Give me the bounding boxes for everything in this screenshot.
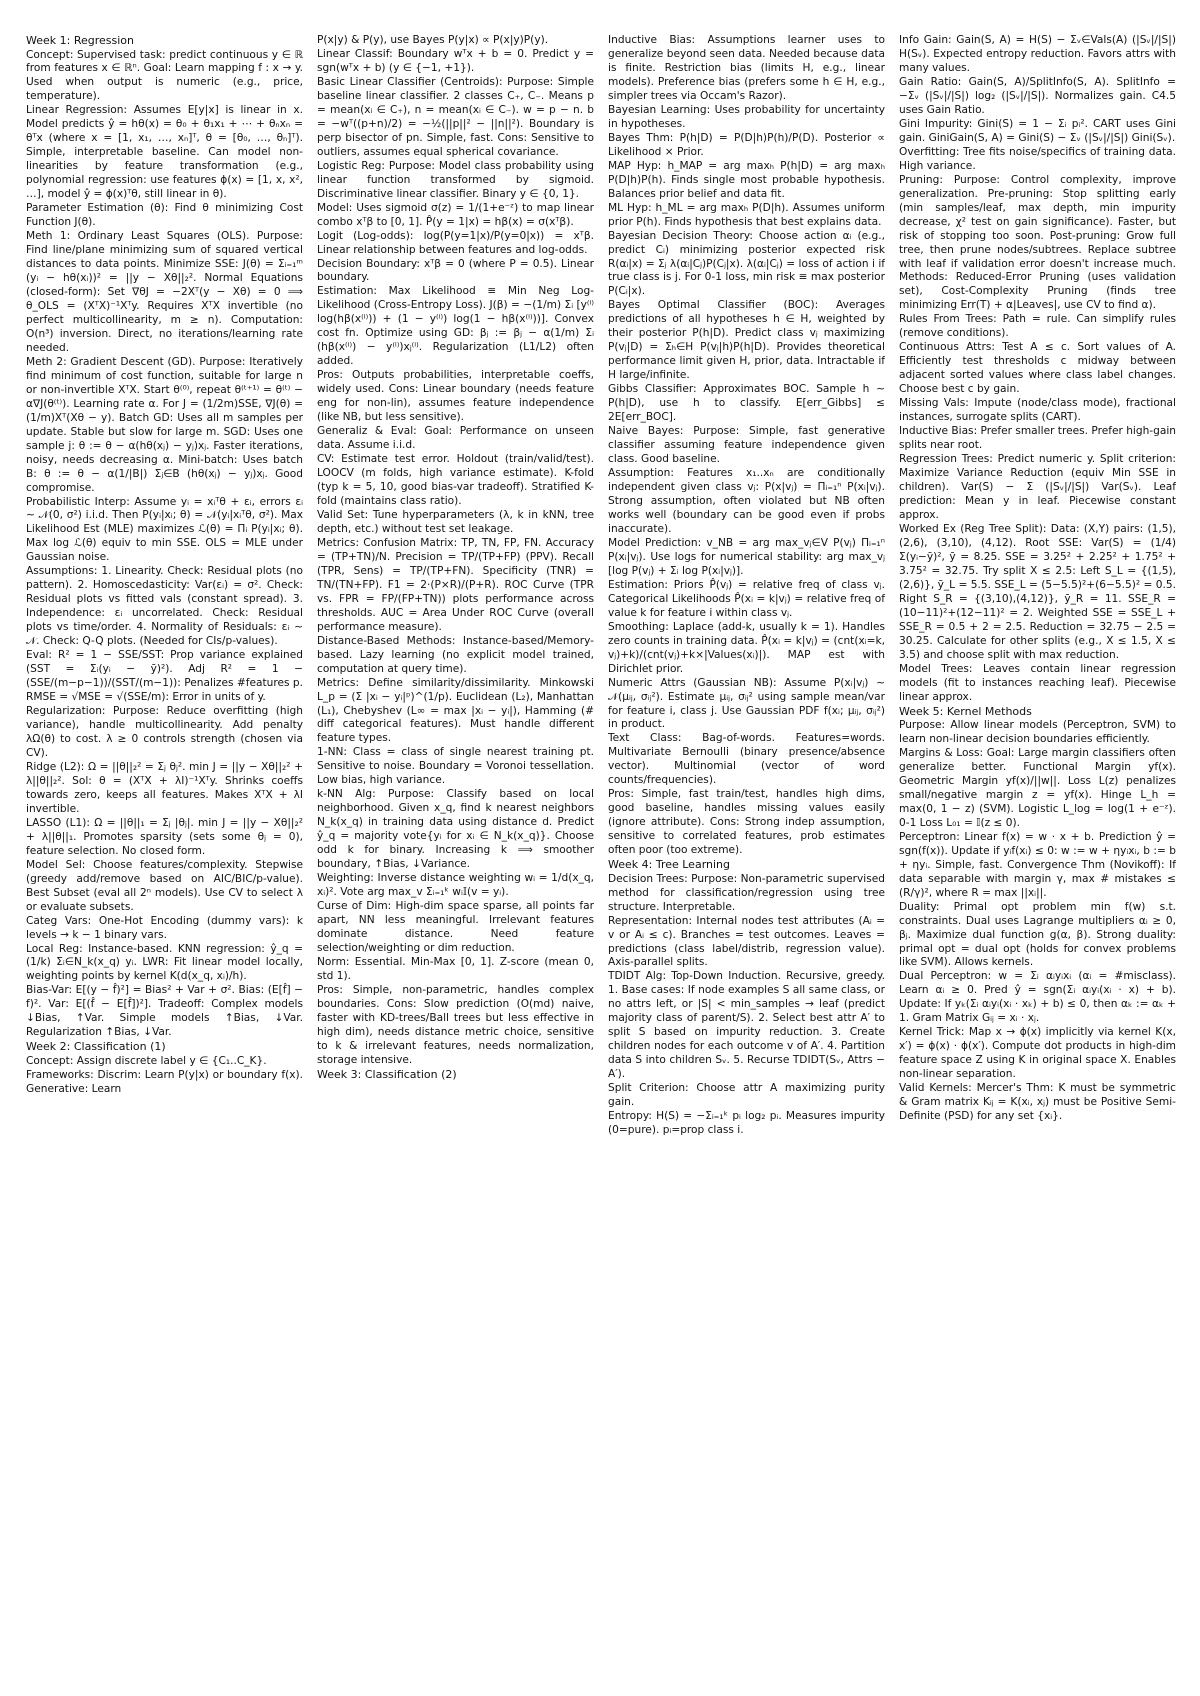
note-body: Gain(S, A) = H(S) − Σᵥ∈Vals(A) (|Sᵥ|/|S|) H(Sᵥ). Expected entropy reduction. Favors attrs with many values. <box>899 34 1176 74</box>
section-heading: Week 3: Classification (2) <box>317 1067 457 1081</box>
note-body: Assume yᵢ = xᵢᵀθ + εᵢ, errors εᵢ ∼ 𝒩(0, σ²) i.i.d. Then P(yᵢ|xᵢ; θ) = 𝒩(yᵢ|xᵢᵀθ, σ²). Max Likelihood Est (MLE) maximizes ℒ(θ) = Πᵢ P(yᵢ|xᵢ; θ). Max log ℒ(θ) equiv to min SSE. OLS = MLE under Gaussian noise. <box>26 495 303 564</box>
note-paragraph <box>899 146 1176 174</box>
note-paragraph <box>899 313 1176 341</box>
note-title: Decision Trees: <box>608 872 688 885</box>
note-paragraph <box>317 746 594 788</box>
note-paragraph <box>26 761 303 817</box>
note-title: Assumptions: <box>26 565 98 578</box>
note-paragraph <box>608 873 885 915</box>
note-paragraph <box>608 579 885 621</box>
note-body: Priors P̂(vⱼ) = relative freq of class vⱼ. Categorical Likelihoods P̂(xᵢ = k|vⱼ) = relative freq of value k for feature i within class vⱼ. <box>608 578 885 619</box>
note-title: k-NN Alg: <box>317 788 376 801</box>
note-body: Internal nodes test attributes (Aᵢ = v or Aᵢ ≤ c). Branches = test outcomes. Leaves = predictions (class label/distrib, regression value). Axis-parallel splits. <box>608 914 885 969</box>
note-body: Tune hyperparameters (λ, k in kNN, tree depth, etc.) without test set leakage. <box>317 508 594 535</box>
note-body: Purpose: Classify based on local neighborhood. Given x_q, find k nearest neighbors N_k(x_q) in training data using distance d. Predict ŷ_q = majority vote{yᵢ for xᵢ ∈ N_k(x_q)}. Choose odd k for binary. Increasing k ⟹ smoother boundary, ↑Bias, ↓Variance. <box>317 788 594 871</box>
note-title: Curse of Dim: <box>317 900 392 913</box>
note-body: Confusion Matrix: TP, TN, FP, FN. Accuracy = (TP+TN)/N. Precision = TP/(TP+FP) (PPV). Recall (TPR, Sens) = TP/(TP+FN). Specificity (TNR) = TN/(TN+FP). F1 = 2·(P×R)/(P+R). ROC Curve (TPR vs. FPR = FP/(FP+TN)) plots performance across thresholds. AUC = Area Under ROC Curve (overall performance measure). <box>317 536 594 633</box>
note-paragraph <box>899 901 1176 971</box>
note-paragraph <box>608 1082 885 1110</box>
note-title: Frameworks: <box>26 1068 94 1081</box>
note-paragraph <box>26 1055 303 1069</box>
note-paragraph <box>317 509 594 537</box>
note-paragraph <box>899 747 1176 831</box>
note-title: Purpose: <box>899 719 946 732</box>
note-body: Linear f(x) = w · x + b. Prediction ŷ = sgn(f(x)). Update if yᵢf(xᵢ) ≤ 0: w := w + ηyᵢxᵢ, b := b + ηyᵢ. Simple, fast. Convergence Thm (Novikoff): If data separable with margin γ, max # mistakes ≤ (R/γ)², where R = max ||xᵢ||. <box>899 830 1176 899</box>
note-paragraph <box>317 202 594 230</box>
note-title: Probabilistic Interp: <box>26 495 130 508</box>
note-paragraph <box>317 76 594 160</box>
note-title: Logistic Reg: <box>317 159 385 172</box>
note-body: Purpose: Control complexity, improve generalization. Pre-pruning: Stop splitting early (min samples/leaf, max depth, min impurity decrease, χ² test on gain significance). Faster, but risk of stopping too soon. Post-pruning: Grow full tree, then prune nodes/subtrees. Replace subtree with leaf if validation error doesn't increase much. Methods: Reduced-Error Pruning (uses validation set), Cost-Complexity Pruning (finds tree minimizing Err(T) + α|Leaves|, use CV to find α). <box>899 173 1176 312</box>
note-paragraph <box>608 425 885 467</box>
note-paragraph <box>317 900 594 956</box>
note-title: Estimation: <box>608 578 668 591</box>
note-body: Goal: Performance on unseen data. Assume i.i.d. <box>317 425 594 452</box>
note-body: log(P(y=1|x)/P(y=0|x)) = xᵀβ. Linear relationship between features and log-odds. <box>317 229 594 256</box>
note-paragraph <box>26 565 303 649</box>
note-body: Data: (X,Y) pairs: (1,5), (2,6), (3,10), (4,12). Root SSE: Var(S) = (1/4) Σ(yᵢ−ȳ)², ȳ = 8.25. SSE = 3.25² + 2.25² + 1.75² + 3.75² = 32.75. Try split X ≤ 2.5: Left S_L = {(1,5),(2,6)}, ȳ_L = 5.5. SSE_L = (5−5.5)²+(6−5.5)² = 0.5. Right S_R = {(3,10),(4,12)}, ȳ_R = 11. SSE_R = (10−11)²+(12−11)² = 2. Weighted SSE = SSE_L + SSE_R = 0.5 + 2 = 2.5. Reduction = 32.75 − 2.5 = 30.25. Calculate for other splits (e.g., X ≤ 1.5, X ≤ 3.5) and choose split with max reduction. <box>899 522 1176 661</box>
note-paragraph <box>317 48 594 76</box>
note-title: Logit (Log-odds): <box>317 229 414 242</box>
note-title: Eval: <box>26 649 52 662</box>
note-body: Top-Down Induction. Recursive, greedy. 1. Base cases: If node examples S all same class, or no attrs left, or |S| < min_samples → leaf (predict majority class of parent/S). 2. Select best attr A′ to split S based on impurity reduction. 3. Create children nodes for each outcome v of A′. 4. Partition data S into children Sᵥ. 5. Recurse TDIDT(Sᵥ, Attrs − A′). <box>608 970 885 1081</box>
note-body: Ω = ||θ||₂² = Σⱼ θⱼ². min J = ||y − Xθ||₂² + λ||θ||₂². Sol: θ = (XᵀX + λI)⁻¹Xᵀy. Shrinks coeffs towards zero, keeps all features. Makes XᵀX + λI invertible. <box>26 760 303 815</box>
note-paragraph <box>26 649 303 705</box>
note-title: Ridge (L2): <box>26 760 85 773</box>
note-body: Approximates BOC. Sample h ∼ P(h|D), use h to classify. E[err_Gibbs] ≤ 2E[err_BOC]. <box>608 383 885 424</box>
note-body: Leaves contain linear regression models (fit to instances reaching leaf). Piecewise linear approx. <box>899 662 1176 703</box>
note-body: Supervised task: predict continuous y ∈ ℝ from features x ∈ ℝⁿ. Goal: Learn mapping f : x → y. Used when output is numeric (e.g., price, temperature). <box>26 48 303 103</box>
note-title: ML Hyp: <box>608 201 652 214</box>
note-body: w = Σᵢ αᵢyᵢxᵢ (αᵢ = #misclass). Learn αᵢ ≥ 0. Pred ŷ = sgn(Σᵢ αᵢyᵢ(xᵢ · x) + b). Update: If yₖ(Σᵢ αᵢyᵢ(xᵢ · xₖ) + b) ≤ 0, then αₖ := αₖ + 1. Gram Matrix Gᵢⱼ = xᵢ · xⱼ. <box>899 970 1176 1025</box>
column-3 <box>608 34 885 1684</box>
note-title: Meth 2: Gradient Descent (GD). <box>26 355 196 368</box>
column-4 <box>899 34 1176 1684</box>
note-paragraph <box>608 621 885 677</box>
note-body: h_ML = arg maxₕ P(D|h). Assumes uniform prior P(h). Finds hypothesis that best explains data. <box>608 201 885 228</box>
note-body: Purpose: Model class probability using linear function transformed by sigmoid. Discriminative linear classifier. Binary y ∈ {0, 1}. <box>317 159 594 200</box>
note-paragraph <box>899 118 1176 146</box>
note-paragraph <box>608 104 885 132</box>
note-body: Instance-based/Memory-based. Lazy learning (no explicit model trained, computation at query time). <box>317 634 594 675</box>
note-body: Allow linear models (Perceptron, SVM) to learn non-linear decision boundaries efficiently. <box>899 719 1176 745</box>
note-paragraph <box>317 425 594 453</box>
note-body: Gain(S, A)/SplitInfo(S, A). SplitInfo = −Σᵥ (|Sᵥ|/|S|) log₂ (|Sᵥ|/|S|). Normalizes gain. C4.5 uses Gain Ratio. <box>899 75 1176 116</box>
note-paragraph <box>317 635 594 677</box>
note-title: Worked Ex (Reg Tree Split): <box>899 522 1047 535</box>
note-paragraph <box>608 970 885 1082</box>
note-title: Meth 1: Ordinary Least Squares (OLS). <box>26 230 250 243</box>
note-title: CV: <box>317 453 335 466</box>
note-body: Impute (node/class mode), fractional instances, surrogate splits (CART). <box>899 397 1176 424</box>
note-title: Kernel Trick: <box>899 1026 965 1039</box>
note-title: 1-NN: <box>317 746 347 759</box>
note-title: Decision Boundary: <box>317 257 420 270</box>
note-title: Metrics: <box>317 676 360 689</box>
note-body: Bag-of-words. Features=words. Multivariate Bernoulli (binary presence/absence vector). Multinomial (vector of word counts/frequencies). <box>608 732 885 787</box>
note-title: Numeric Attrs (Gaussian NB): <box>608 676 777 689</box>
note-title: Missing Vals: <box>899 397 969 410</box>
note-body: Outputs probabilities, interpretable coeffs, widely used. Cons: Linear boundary (needs feature eng for non-lin), assumes feature independence (like NB, but less sensitive). <box>317 369 594 424</box>
note-title: Rules From Trees: <box>899 313 997 326</box>
note-body: Simple, fast train/test, handles high dims, good baseline, handles missing values easily (ignore attribute). Cons: Strong indep assumption, sensitive to correlated features, prob estimates often poor (too extreme). <box>608 788 885 857</box>
note-body: R² = 1 − SSE/SST: Prop variance explained (SST = Σᵢ(yᵢ − ȳ)²). Adj R² = 1 − (SSE/(m−p−1))/(SST/(m−1)): Penalizes #features p. RMSE = √MSE = √(SSE/m): Error in units of y. <box>26 649 303 704</box>
note-body: Purpose: Simple, fast generative classifier assuming feature independence given class. Good baseline. <box>608 425 885 466</box>
note-body: E[(y − f̂)²] = Bias² + Var + σ². Bias: (E[f̂] − f)². Var: E[(f̂ − E[f̂])²]. Tradeoff: Complex models ↓Bias, ↑Var. Simple models ↑Bias, ↓Var. Regularization ↑Bias, ↓Var. <box>26 984 303 1039</box>
note-body: Instance-based. KNN regression: ŷ_q = (1/k) Σᵢ∈N_k(x_q) yᵢ. LWR: Fit linear model locally, weighting points by kernel K(d(x_q, xᵢ)/h). <box>26 942 303 983</box>
note-paragraph <box>26 230 303 356</box>
note-body: h_MAP = arg maxₕ P(h|D) = arg maxₕ P(D|h)P(h). Finds single most probable hypothesis. Balances prior belief and data fit. <box>608 159 885 200</box>
section-heading: Week 4: Tree Learning <box>608 858 731 872</box>
note-title: Gibbs Classifier: <box>608 383 697 396</box>
note-title: Bayesian Decision Theory: <box>608 229 753 242</box>
note-body: Primal opt problem min f(w) s.t. constraints. Dual uses Lagrange multipliers αᵢ ≥ 0, βⱼ. Maximize dual function g(α, β). Strong duality: primal opt = dual opt (holds for convex problems like SVM). Allows kernels. <box>899 900 1176 969</box>
note-paragraph <box>608 467 885 537</box>
note-paragraph <box>608 788 885 858</box>
note-paragraph <box>317 369 594 425</box>
column-1 <box>26 34 303 1684</box>
note-title: Dual Perceptron: <box>899 970 992 983</box>
note-paragraph <box>26 356 303 496</box>
section-heading: Week 1: Regression <box>26 34 135 47</box>
note-paragraph <box>26 1069 303 1097</box>
note-body: Define similarity/dissimilarity. Minkowski L_p = (Σ |xᵢ − yᵢ|ᵖ)^(1/p). Euclidean (L₂), Manhattan (L₁), Chebyshev (L∞ = max |xᵢ − yᵢ|), Hamming (# diff categorical features). Must handle different feature types. <box>317 676 594 745</box>
note-paragraph <box>26 496 303 566</box>
note-title: Gini Impurity: <box>899 117 973 130</box>
note-body: Max Likelihood ≡ Min Neg Log-Likelihood (Cross-Entropy Loss). J(β) = −(1/m) Σᵢ [y⁽ⁱ⁾ log(hβ(x⁽ⁱ⁾)) + (1 − y⁽ⁱ⁾) log(1 − hβ(x⁽ⁱ⁾))]. Convex cost fn. Optimize using GD: βⱼ := βⱼ − α(1/m) Σᵢ (hβ(x⁽ⁱ⁾) − y⁽ⁱ⁾)xⱼ⁽ⁱ⁾. Regularization (L1/L2) often added. <box>317 285 594 368</box>
note-body: 1. Linearity. Check: Residual plots (no pattern). 2. Homoscedasticity: Var(εᵢ) = σ². Check: Residual plots vs fitted vals (constant spread). 3. Independence: εᵢ uncorrelated. Check: Residual plots vs time/order. 4. Normality of Residuals: εᵢ ∼ 𝒩. Check: Q-Q plots. (Needed for CIs/p-values). <box>26 565 303 648</box>
note-paragraph <box>317 677 594 747</box>
note-paragraph <box>608 34 885 104</box>
note-body: Gini(S) = 1 − Σᵢ pᵢ². CART uses Gini gain. GiniGain(S, A) = Gini(S) − Σᵥ (|Sᵥ|/|S|) Gini(Sᵥ). <box>899 117 1176 144</box>
note-body: Assumptions learner uses to generalize beyond seen data. Needed because data is finite. Restriction bias (limits H, e.g., linear models). Preference bias (prefers some h ∈ H, e.g., simpler trees via Occam's Razor). <box>608 34 885 102</box>
note-title: Valid Set: <box>317 508 369 521</box>
note-body: Assign discrete label y ∈ {C₁..C_K}. <box>76 1054 267 1067</box>
note-body: v_NB = arg max_vⱼ∈V P(vⱼ) Πᵢ₌₁ⁿ P(xᵢ|vⱼ). Use logs for numerical stability: arg max_vⱼ [log P(vⱼ) + Σᵢ log P(xᵢ|vⱼ)]. <box>608 536 885 577</box>
note-body: Prefer smaller trees. Prefer high-gain splits near root. <box>899 425 1176 452</box>
note-body: Purpose: Simple baseline linear classifier. 2 classes C₊, C₋. Means p = mean(xᵢ ∈ C₊), n = mean(xᵢ ∈ C₋). w = p − n. b = −wᵀ((p+n)/2) = −½(||p||² − ||n||²). Boundary is perp bisector of pn. Simple, fast. Cons: Sensitive to outliers, assumes equal spherical covariance. <box>317 75 594 158</box>
note-body: Assumes E[y|x] is linear in x. Model predicts ŷ = hθ(x) = θ₀ + θ₁x₁ + ⋯ + θₙxₙ = θᵀx (where x = [1, x₁, …, xₙ]ᵀ, θ = [θ₀, …, θₙ]ᵀ). Simple, interpretable baseline. Can model non-linearities by feature transformation (e.g., polynomial regression: use features ϕ(x) = [1, x, x², …], model ŷ = ϕ(x)ᵀθ, still linear in θ). <box>26 104 303 201</box>
note-title: Generaliz & Eval: <box>317 425 417 438</box>
note-title: Linear Classif: <box>317 47 393 60</box>
note-body: P(x|y) & P(y), use Bayes P(y|x) ∝ P(x|y)P(y). <box>317 34 549 46</box>
note-body: One-Hot Encoding (dummy vars): k levels → k − 1 binary vars. <box>26 914 303 941</box>
note-title: Model Sel: <box>26 858 86 871</box>
note-paragraph <box>317 258 594 286</box>
note-paragraph <box>608 230 885 300</box>
note-title: Pros: <box>608 788 634 801</box>
note-body: Purpose: Iteratively find minimum of cost function, suitable for large n or non-invertible XᵀX. Start θ⁽⁰⁾, repeat θ⁽ᵗ⁺¹⁾ = θ⁽ᵗ⁾ − α∇J(θ⁽ᵗ⁾). Learning rate α. For J = (1/2m)SSE, ∇J(θ) = (1/m)Xᵀ(Xθ − y). Batch GD: Uses all m samples per update. Stable but slow for large m. SGD: Uses one sample j: θ := θ − α(hθ(xⱼ) − yⱼ)xⱼ. Faster iterations, noisy, needs decreasing α. Mini-batch: Uses batch B: θ := θ − α(1/|B|) Σⱼ∈B (hθ(xⱼ) − yⱼ)xⱼ. Good compromise. <box>26 355 303 494</box>
note-paragraph <box>317 872 594 900</box>
note-title: Concept: <box>26 1054 74 1067</box>
note-body: Simple, non-parametric, handles complex boundaries. Cons: Slow prediction (O(md) naive, faster with KD-trees/Ball trees but less effective in high dim), needs distance metric choice, sensitive to k & irrelevant features, needs normalization, storage intensive. <box>317 983 594 1066</box>
note-title: Estimation: <box>317 285 377 298</box>
note-body: Averages predictions of all hypotheses h ∈ H, weighted by their posterior P(h|D). Predict class vⱼ maximizing P(vⱼ|D) = Σₕ∈H P(vⱼ|h)P(h|D). Provides theoretical performance limit given H, prior, data. Intractable if H large/infinite. <box>608 299 885 382</box>
note-body: Inverse distance weighting wᵢ = 1/d(x_q, xᵢ)². Vote arg max_v Σᵢ₌₁ᵏ wᵢ𝕀(v = yᵢ). <box>317 872 594 899</box>
note-paragraph <box>26 915 303 943</box>
note-title: TDIDT Alg: <box>608 970 667 983</box>
note-body: Boundary wᵀx + b = 0. Predict y = sgn(wᵀx + b) (y ∈ {−1, +1}). <box>317 47 594 74</box>
note-paragraph <box>26 705 303 761</box>
note-title: Text Class: <box>608 732 682 745</box>
note-paragraph <box>899 970 1176 1026</box>
note-body: Uses sigmoid σ(z) = 1/(1+e⁻ᶻ) to map linear combo xᵀβ to [0, 1]. P̂(y = 1|x) = hβ(x) = σ(xᵀβ). <box>317 201 594 228</box>
note-paragraph <box>899 719 1176 747</box>
note-paragraph <box>317 230 594 258</box>
note-title: Continuous Attrs: <box>899 341 995 354</box>
note-paragraph <box>608 383 885 425</box>
note-title: Bias-Var: <box>26 984 73 997</box>
note-paragraph <box>26 984 303 1040</box>
note-title: Margins & Loss: <box>899 746 984 759</box>
note-body: Predict numeric y. Split criterion: Maximize Variance Reduction (equiv Min SSE in children). Var(S) − Σ (|Sᵥ|/|S|) Var(Sᵥ). Leaf prediction: Mean y in leaf. Piecewise constant approx. <box>899 453 1176 521</box>
note-paragraph <box>899 425 1176 453</box>
note-paragraph <box>317 160 594 202</box>
note-title: Smoothing: <box>608 620 669 633</box>
note-paragraph <box>26 943 303 985</box>
note-body: H(S) = −Σᵢ₌₁ᵏ pᵢ log₂ pᵢ. Measures impurity (0=pure). pᵢ=prop class i. <box>608 1110 885 1137</box>
note-title: Regularization: <box>26 705 106 718</box>
note-paragraph <box>899 663 1176 705</box>
note-title: Split Criterion: <box>608 1082 689 1095</box>
note-title: Pruning: <box>899 173 943 186</box>
note-title: Duality: <box>899 900 940 913</box>
note-title: Bayes Optimal Classifier (BOC): <box>608 299 819 312</box>
note-body: Purpose: Find line/plane minimizing sum of squared vertical distances to data points. Minimize SSE: J(θ) = Σᵢ₌₁ᵐ (yᵢ − hθ(xᵢ))² = ||y − Xθ||₂². Normal Equations (closed-form): Set ∇θJ = −2Xᵀ(y − Xθ) = 0 ⟹ θ_OLS = (XᵀX)⁻¹Xᵀy. Requires XᵀX invertible (no perfect multicollinearity, m ≥ n). Computation: O(n³) inversion. Direct, no iterations/learning rate needed. <box>26 230 303 354</box>
note-paragraph <box>26 49 303 105</box>
note-title: Categ Vars: <box>26 914 92 927</box>
note-body: Path = rule. Can simplify rules (remove conditions). <box>899 313 1176 340</box>
note-paragraph <box>608 677 885 733</box>
note-title: Model: <box>317 201 353 214</box>
section-heading: Week 2: Classification (1) <box>26 1040 166 1054</box>
note-title: Naive Bayes: <box>608 425 684 438</box>
note-title: Perceptron: <box>899 830 960 843</box>
note-body: xᵀβ = 0 (where P = 0.5). Linear boundary. <box>317 257 594 284</box>
note-paragraph <box>608 732 885 788</box>
note-paragraph <box>26 859 303 915</box>
note-title: Bayes Thm: <box>608 131 674 144</box>
note-title: Gain Ratio: <box>899 75 962 88</box>
note-paragraph <box>608 915 885 971</box>
column-2 <box>317 34 594 1684</box>
note-body: Uses probability for uncertainty in hypotheses. <box>608 103 885 130</box>
note-body: Map x → ϕ(x) implicitly via kernel K(x, x′) = ϕ(x) · ϕ(x′). Compute dot products in high-dim feature space Z using K in original space X. Enables non-linear separation. <box>899 1026 1176 1081</box>
note-paragraph <box>317 788 594 872</box>
note-body: Goal: Large margin classifiers often generalize better. Functional Margin yf(x). Geometric Margin yf(x)/||w||. Loss L(z) penalizes small/negative margin z = yf(x). Hinge L_h = max(0, 1 − z) (SVM). Logistic L_log = log(1 + e⁻ᶻ). 0-1 Loss L₀₁ = 𝕀(z ≤ 0). <box>899 746 1176 829</box>
note-body: Test A ≤ c. Sort values of A. Efficiently test thresholds c midway between adjacent sorted values where class label changes. Choose best c by gain. <box>899 341 1176 396</box>
note-paragraph <box>26 817 303 859</box>
note-paragraph <box>899 523 1176 663</box>
note-title: Linear Regression: <box>26 104 128 117</box>
note-paragraph <box>899 76 1176 118</box>
note-title: Assumption: <box>608 467 674 480</box>
note-body: High-dim space sparse, all points far apart, NN less meaningful. Irrelevant features dominate distance. Need feature selection/weighting or dim reduction. <box>317 900 594 954</box>
note-paragraph <box>317 285 594 369</box>
note-title: Pros: <box>317 983 343 996</box>
note-paragraph <box>608 160 885 202</box>
note-paragraph <box>26 104 303 202</box>
note-body: Find θ minimizing Cost Function J(θ). <box>26 202 303 229</box>
note-paragraph <box>608 537 885 579</box>
note-paragraph <box>608 202 885 230</box>
note-paragraph <box>899 1026 1176 1082</box>
note-title: Norm: <box>317 955 350 968</box>
note-paragraph <box>899 1082 1176 1124</box>
note-paragraph <box>317 34 594 48</box>
note-title: Bayesian Learning: <box>608 103 711 116</box>
note-body: Ω = ||θ||₁ = Σⱼ |θⱼ|. min J = ||y − Xθ||₂² + λ||θ||₁. Promotes sparsity (sets some θⱼ = 0), feature selection. No closed form. <box>26 816 303 857</box>
note-body: Class = class of single nearest training pt. Sensitive to noise. Boundary = Voronoi tessellation. Low bias, high variance. <box>317 746 594 787</box>
note-body: Estimate test error. Holdout (train/valid/test). LOOCV (m folds, high variance estimate). K-fold (typ k = 5, 10, good bias-var tradeoff). Stratified K-fold (maintains class ratio). <box>317 453 594 507</box>
note-paragraph <box>26 202 303 230</box>
note-title: Basic Linear Classifier (Centroids): <box>317 75 503 88</box>
note-body: Purpose: Reduce overfitting (high variance), handle multicollinearity. Add penalty λΩ(θ) to cost. λ ≥ 0 controls strength (chosen via CV). <box>26 705 303 759</box>
note-title: Inductive Bias: <box>899 425 978 438</box>
note-paragraph <box>317 984 594 1068</box>
note-paragraph <box>899 453 1176 523</box>
note-title: MAP Hyp: <box>608 159 662 172</box>
note-paragraph <box>317 537 594 635</box>
note-paragraph <box>317 956 594 984</box>
note-title: Regression Trees: <box>899 453 993 466</box>
note-paragraph <box>899 341 1176 397</box>
note-body: Features x₁..xₙ are conditionally independent given class vⱼ: P(x|vⱼ) = Πᵢ₌₁ⁿ P(xᵢ|vⱼ). Strong assumption, often violated but NB often works well (boundary can be good even if probs inaccurate). <box>608 467 885 535</box>
note-body: Mercer's Thm: K must be symmetric & Gram matrix Kᵢⱼ = K(xᵢ, xⱼ) must be Positive Semi-Definite (PSD) for any set {xᵢ}. <box>899 1082 1176 1123</box>
note-title: Model Prediction: <box>608 536 702 549</box>
note-body: Choose attr A maximizing purity gain. <box>608 1082 885 1109</box>
note-body: Choose features/complexity. Stepwise (greedy add/remove based on AIC/BIC/p-value). Best Subset (eval all 2ⁿ models). Use CV to select λ or evaluate subsets. <box>26 858 303 913</box>
section-heading: Week 5: Kernel Methods <box>899 704 1032 718</box>
note-paragraph <box>317 453 594 509</box>
note-paragraph <box>899 831 1176 901</box>
note-paragraph <box>608 132 885 160</box>
note-title: Overfitting: <box>899 145 960 158</box>
note-paragraph <box>608 299 885 383</box>
note-title: Concept: <box>26 48 74 61</box>
note-title: Metrics: <box>317 536 360 549</box>
note-body: Assume P(xᵢ|vⱼ) ∼ 𝒩(μᵢⱼ, σᵢⱼ²). Estimate μᵢⱼ, σᵢⱼ² using sample mean/var for feature i, class j. Use Gaussian PDF f(xᵢ; μᵢⱼ, σᵢⱼ²) in product. <box>608 676 885 731</box>
note-title: Weighting: <box>317 872 374 885</box>
note-title: Entropy: <box>608 1110 652 1123</box>
note-title: LASSO (L1): <box>26 816 90 829</box>
note-title: Model Trees: <box>899 662 973 675</box>
note-paragraph <box>899 174 1176 314</box>
note-paragraph <box>899 34 1176 76</box>
note-title: Inductive Bias: <box>608 34 696 46</box>
cheat-sheet <box>26 34 1176 1684</box>
note-body: Tree fits noise/specifics of training data. High variance. <box>899 145 1176 172</box>
note-body: Discrim: Learn P(y|x) or boundary f(x). Generative: Learn <box>26 1068 303 1095</box>
note-paragraph <box>899 397 1176 425</box>
note-title: Local Reg: <box>26 942 83 955</box>
note-body: Purpose: Non-parametric supervised method for classification/regression using tree structure. Interpretable. <box>608 872 885 913</box>
note-title: Distance-Based Methods: <box>317 634 456 647</box>
note-body: Laplace (add-k, usually k = 1). Handles zero counts in training data. P̂(xᵢ = k|vⱼ) = (cnt(xᵢ=k, vⱼ)+k)/(cnt(vⱼ)+k×|Values(xᵢ)|). MAP est with Dirichlet prior. <box>608 620 885 675</box>
note-paragraph <box>608 1110 885 1138</box>
note-title: Info Gain: <box>899 34 952 46</box>
note-body: Essential. Min-Max [0, 1]. Z-score (mean 0, std 1). <box>317 955 594 982</box>
note-title: Pros: <box>317 369 343 382</box>
note-body: Choose action αᵢ (e.g., predict Cᵢ) minimizing posterior expected risk R(αᵢ|x) = Σⱼ λ(αᵢ|Cⱼ)P(Cⱼ|x). λ(αᵢ|Cⱼ) = loss of action i if true class is j. For 0-1 loss, min risk ≡ max posterior P(Cᵢ|x). <box>608 229 885 298</box>
note-title: Parameter Estimation (θ): <box>26 202 169 215</box>
note-body: P(h|D) = P(D|h)P(h)/P(D). Posterior ∝ Likelihood × Prior. <box>608 131 885 158</box>
note-title: Representation: <box>608 914 693 927</box>
note-title: Valid Kernels: <box>899 1082 972 1095</box>
